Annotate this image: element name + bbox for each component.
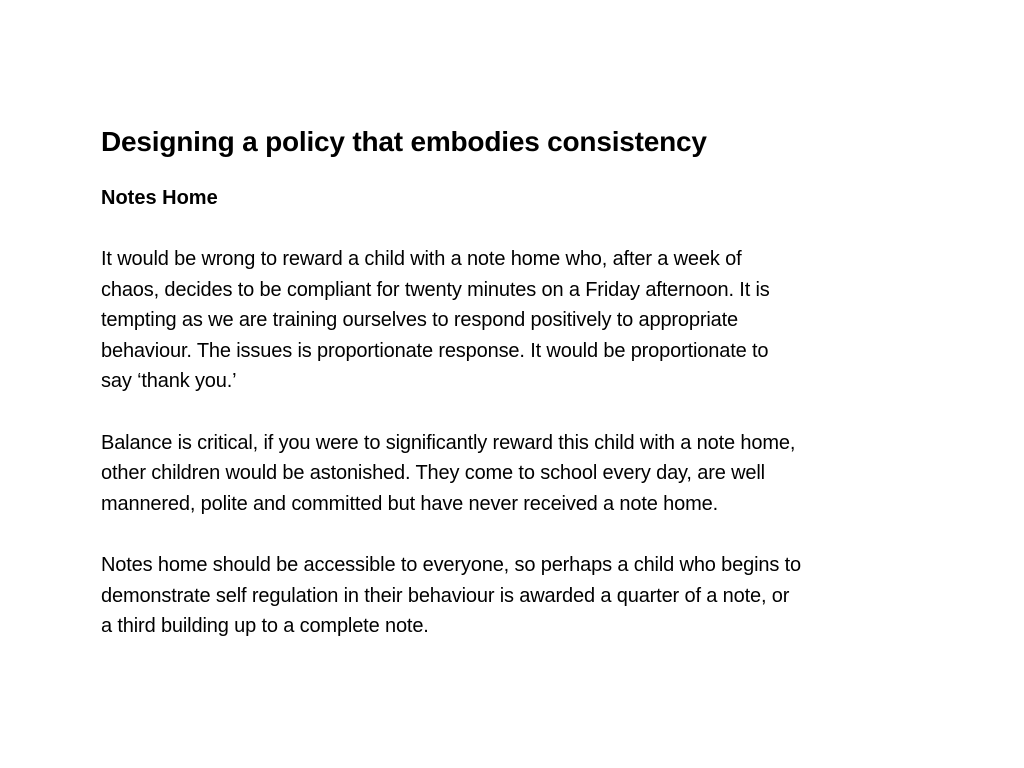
paragraph-3: Notes home should be accessible to everyone, so perhaps a child who begins to demonstrate self regulation in their behaviour is awarded a quarter of a note, or a third building up to a complete note. [101, 553, 801, 638]
slide-title: Designing a policy that embodies consistency [101, 126, 707, 157]
slide-content [101, 122, 961, 642]
paragraph-1: It would be wrong to reward a child with a note home who, after a week of chaos, decides to be compliant for twenty minutes on a Friday afternoon. It is tempting as we are training ourselves to respond positively to appropriate behaviour. The issues is proportionate response. It would be proportionate to say ‘thank you.’ [101, 248, 770, 393]
section-heading: Notes Home [101, 187, 218, 209]
paragraph-2: Balance is critical, if you were to significantly reward this child with a note home, other children would be astonished. They come to school every day, are well mannered, polite and committed but have never received a note home. [101, 431, 796, 515]
